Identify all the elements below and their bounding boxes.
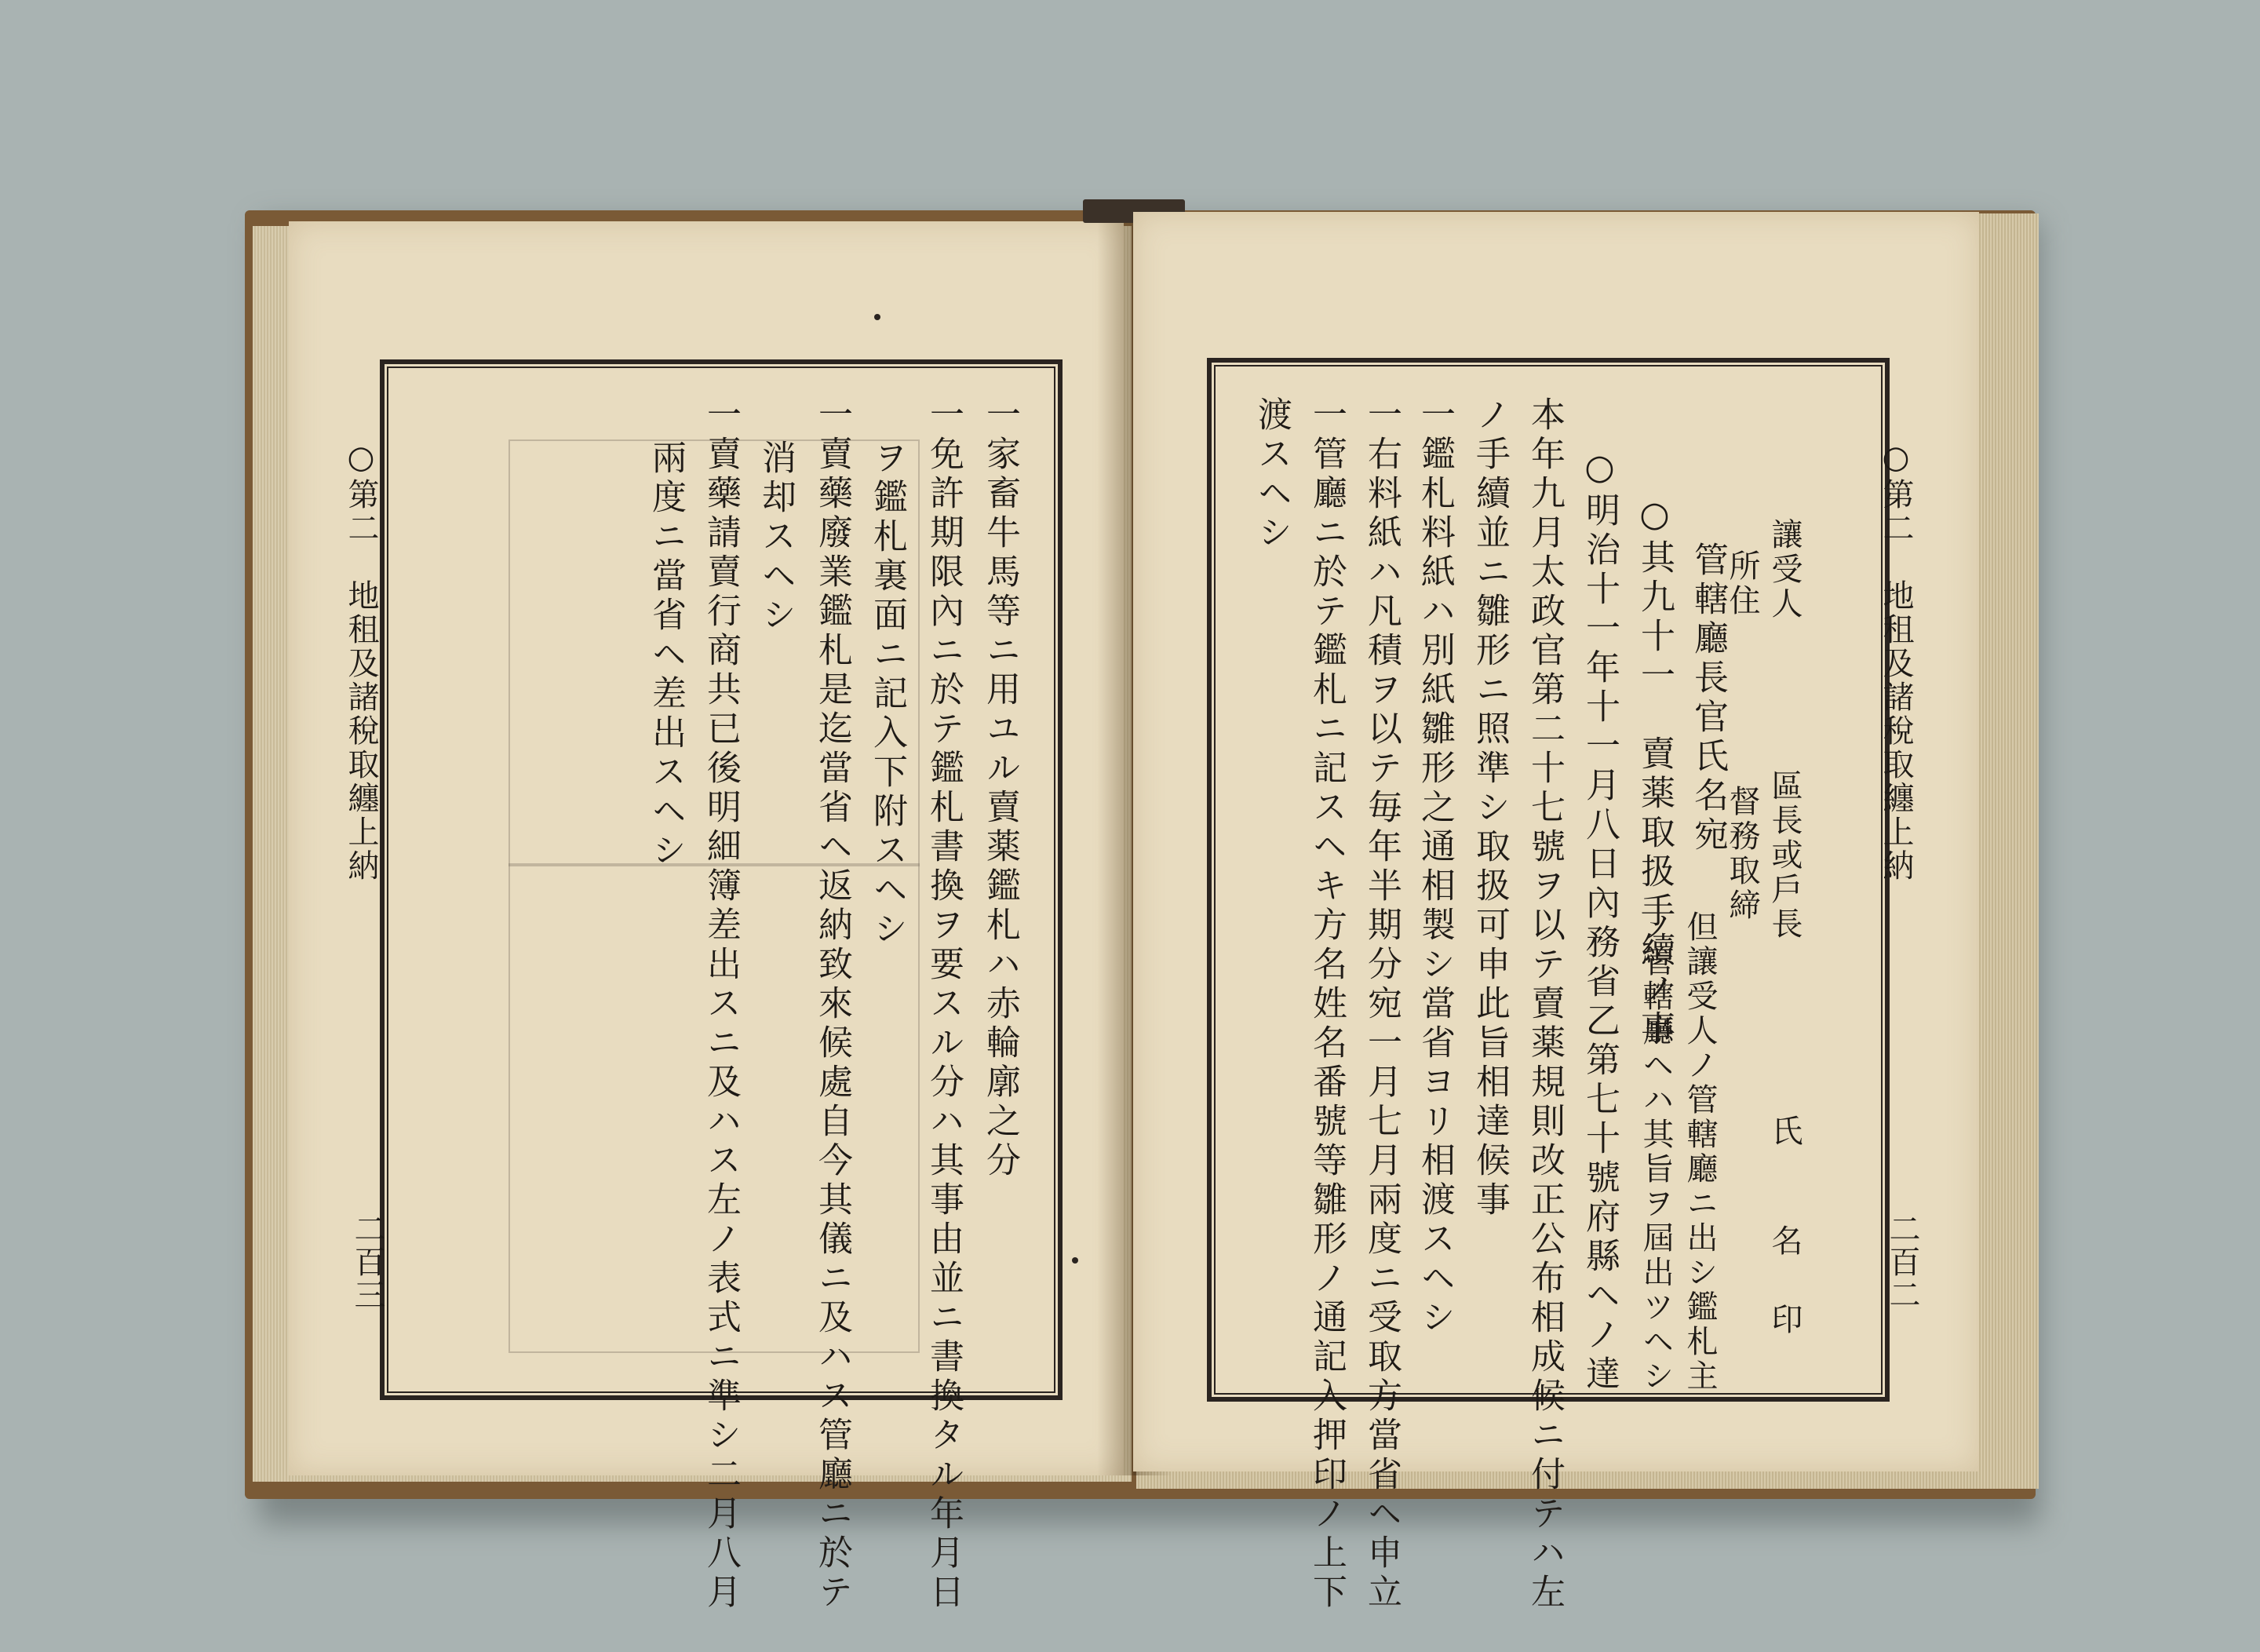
right-page-number: 二百二: [1884, 1213, 1920, 1311]
ink-speck: [874, 314, 880, 320]
left-column-3: ヲ鑑札裏面ニ記入下附スヘシ: [867, 439, 907, 950]
right-column-4: 本年九月太政官第二十七號ヲ以テ賣薬規則改正公布相成候ニ付テハ左: [1525, 396, 1565, 1613]
right-column-7: 一右料紙ハ凡積ヲ以テ毎年半期分宛一月七月兩度ニ受取方當省ヘ申立: [1361, 396, 1402, 1613]
right-block-label-3: 區長或戶長: [1766, 769, 1803, 942]
right-column-1: 管轄廳長官氏名宛: [1688, 542, 1728, 855]
right-block-label-5: 氏: [1766, 1114, 1803, 1149]
right-block-label-2: 所住: [1724, 549, 1760, 618]
right-page-header: ○第二 地租及諸稅取纏上納: [1878, 439, 1914, 883]
left-column-5: 消却スヘシ: [756, 439, 796, 636]
left-column-6: 一賣藥請賣行商共已後明細簿差出スニ及ハス左ノ表式ニ準シ二月八月: [701, 396, 741, 1613]
right-column-3: ○明治十一年十一月八日內務省乙第七十號府縣ヘノ達: [1580, 447, 1620, 1395]
right-block-note-1: 但讓受人ノ管轄廳ニ出シ鑑札主: [1682, 910, 1718, 1394]
left-column-2: 一免許期限內ニ於テ鑑札書換ヲ要スル分ハ其事由並ニ書換タル年月日: [924, 396, 964, 1613]
right-block-label-4: 督務取締: [1724, 785, 1760, 923]
right-column-9: 渡スヘシ: [1252, 396, 1292, 553]
left-column-4: 一賣藥廢業鑑札是迄當省ヘ返納致來候處自今其儀ニ及ハス管廳ニ於テ: [812, 396, 852, 1613]
right-block-label-1: 讓受人: [1766, 518, 1803, 622]
right-block-label-6: 名: [1766, 1224, 1803, 1259]
right-column-6: 一鑑札料紙ハ別紙雛形之通相製シ當省ヨリ相渡スヘシ: [1415, 396, 1455, 1338]
right-block-note-2: ノ管轄廳ヘハ其旨ヲ屆出ツヘシ: [1638, 910, 1674, 1394]
right-block-label-7: 印: [1766, 1303, 1803, 1337]
right-column-8: 一管廳ニ於テ鑑札ニ記スヘキ方名姓名番號等雛形ノ通記入押印ノ上下: [1307, 396, 1347, 1613]
left-page-number: 二百三: [349, 1213, 385, 1311]
left-page-header: ○第二 地租及諸稅取纏上納: [343, 439, 379, 883]
ink-speck: [1072, 1257, 1078, 1264]
left-column-7: 兩度ニ當省ヘ差出スヘシ: [646, 439, 686, 871]
right-column-5: ノ手續並ニ雛形ニ照準シ取扱可申此旨相達候事: [1470, 396, 1510, 1220]
left-column-1: 一家畜牛馬等ニ用ユル賣薬鑑札ハ赤輪廓之分: [980, 396, 1020, 1181]
right-column-2: ○其九十一 賣薬取扱手續ノ事: [1635, 494, 1675, 1049]
